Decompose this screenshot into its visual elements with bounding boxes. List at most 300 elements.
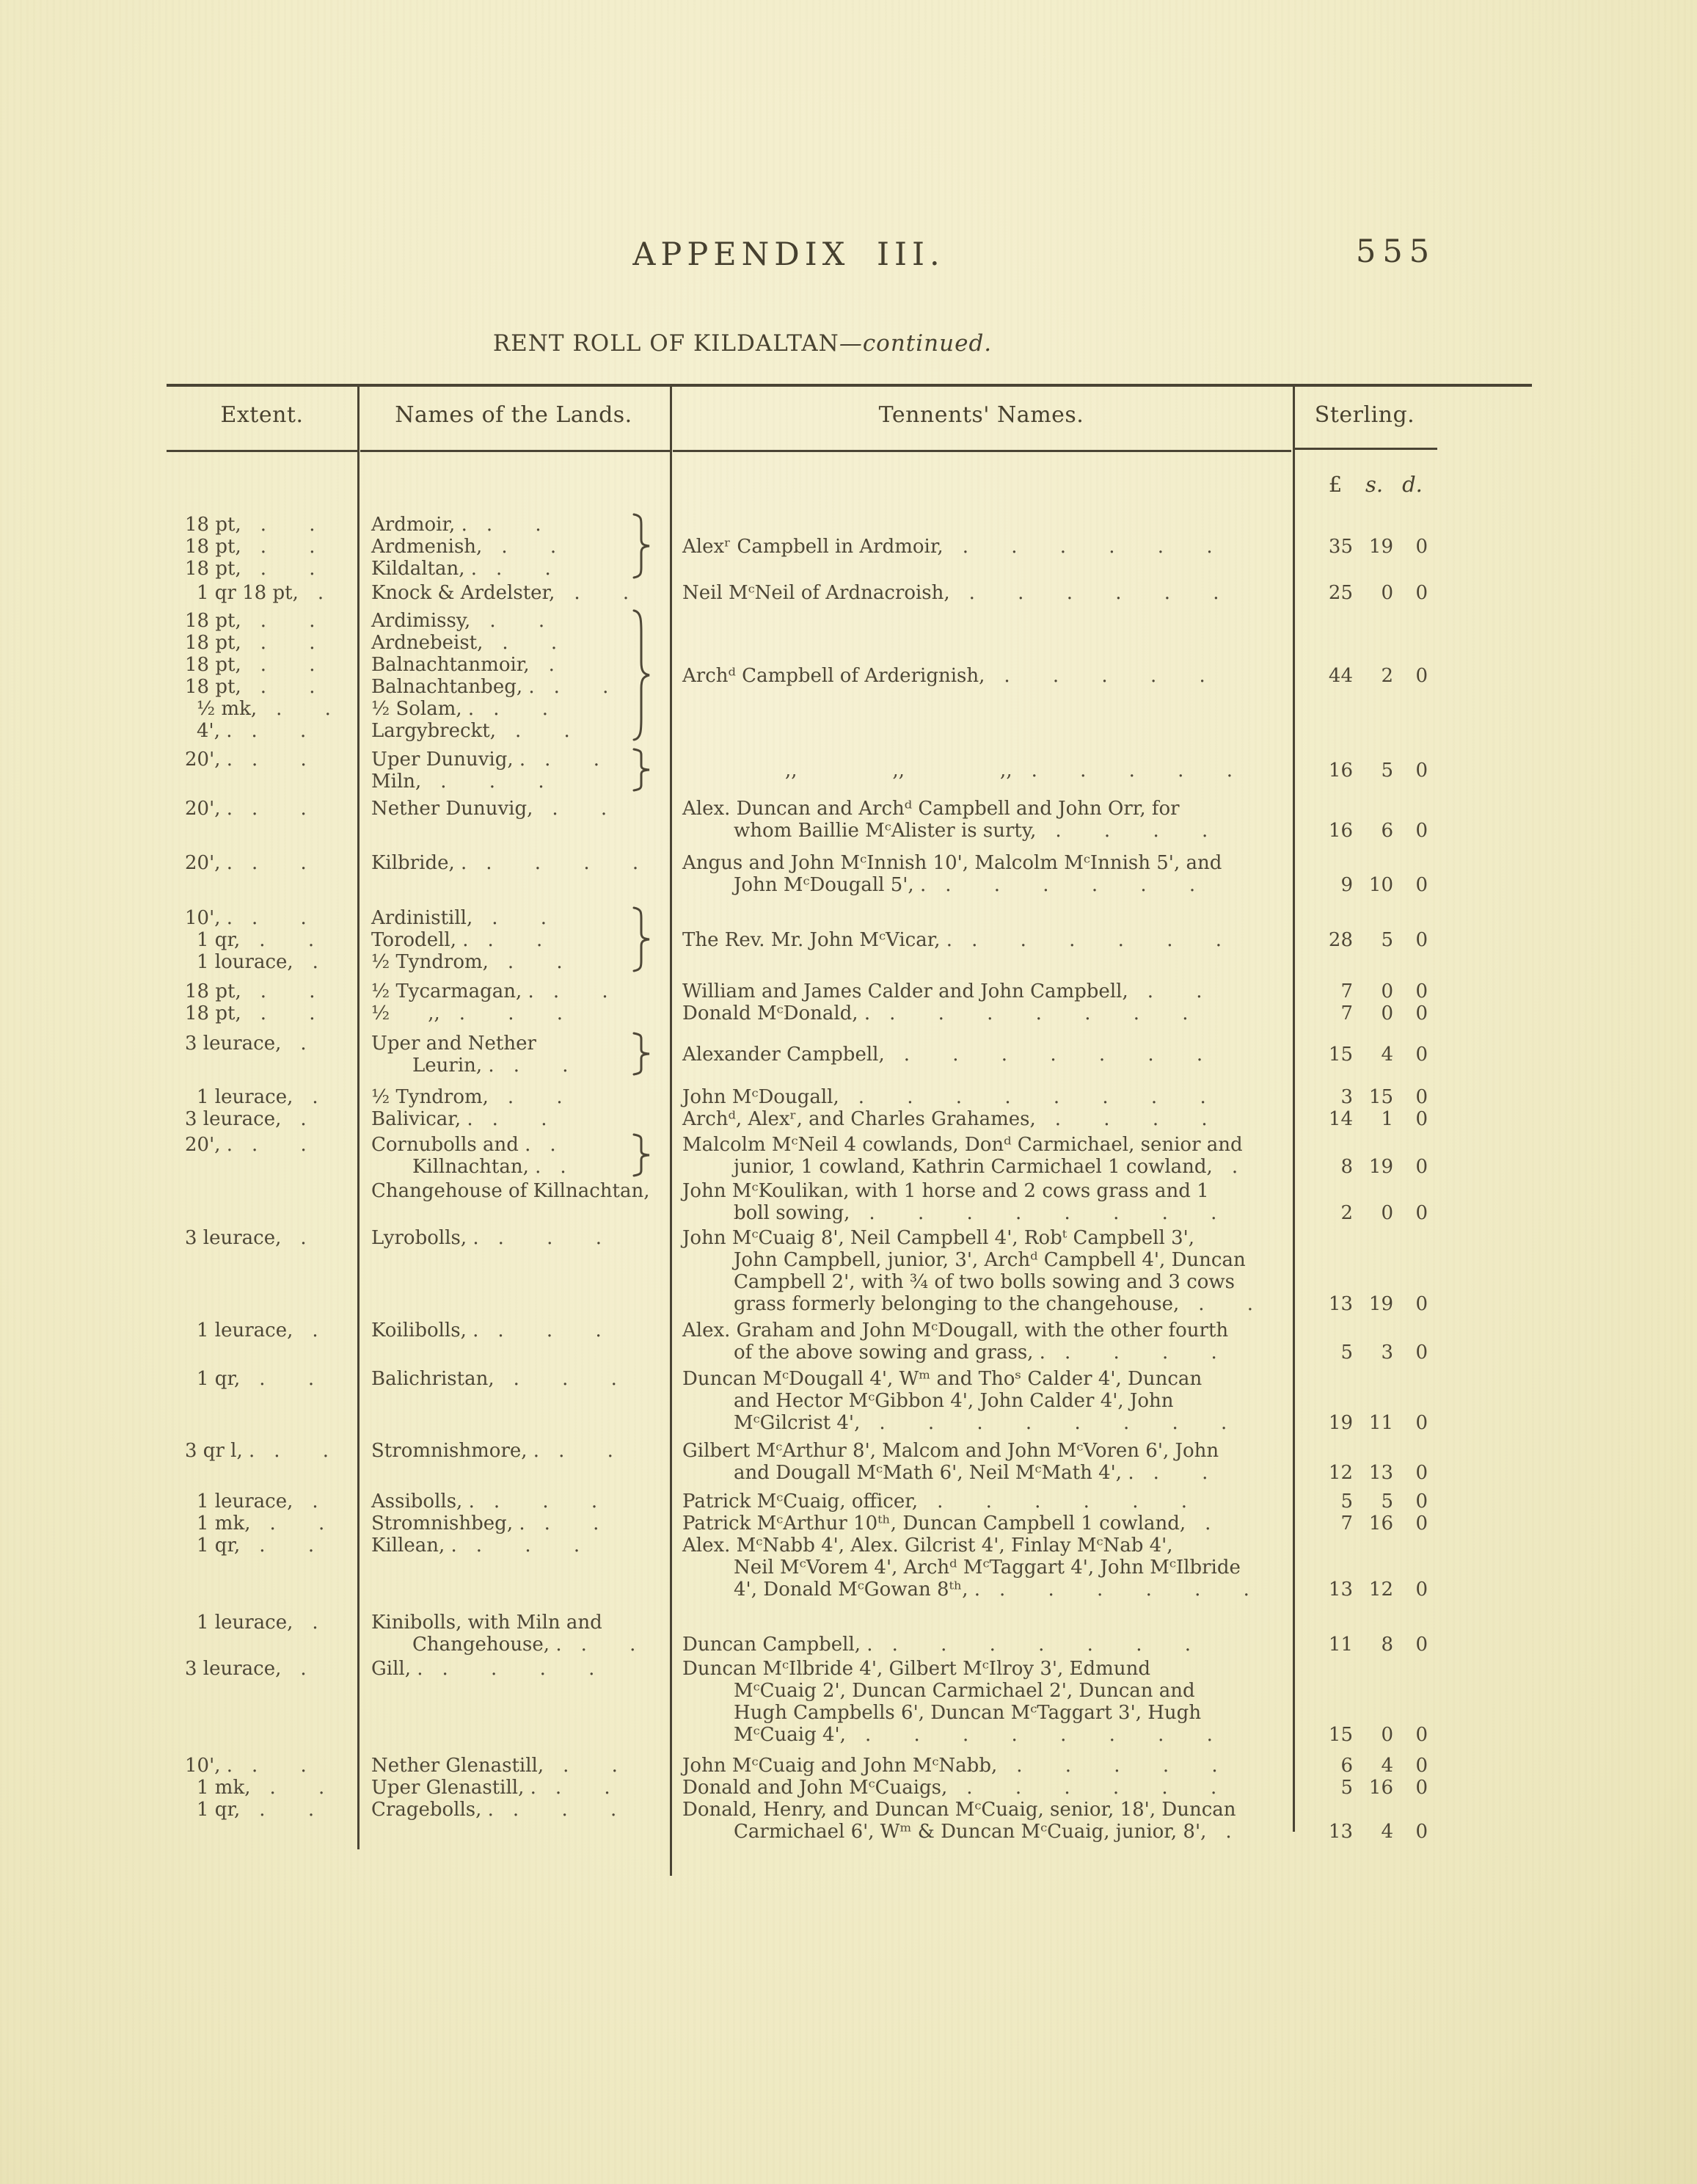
land-entry — [371, 654, 555, 676]
amount-shillings: 19 — [1368, 1293, 1393, 1315]
tenant-entry-text: Duncan MᶜDougall 4', Wᵐ and Thoˢ Calder 4', Duncan — [682, 1368, 1203, 1390]
header-underline-sterling — [1295, 448, 1437, 450]
leader-dots: . . — [259, 1368, 315, 1390]
extent-entry — [185, 1134, 307, 1156]
leader-dots: . . — [544, 1512, 599, 1535]
land-entry-text: Kinibolls, with Miln and — [371, 1611, 602, 1634]
extent-entry — [197, 1513, 324, 1535]
land-entry-text: Cornubolls and . — [371, 1133, 531, 1156]
leader-dots: . . . . — [442, 1657, 595, 1680]
land-entry-text: ½ Solam, . — [371, 697, 475, 720]
tenant-entry-text: Duncan Campbell, . — [682, 1633, 873, 1656]
extent-entry — [185, 610, 315, 632]
leader-dots: . . — [252, 1133, 307, 1156]
leader-dots: . . — [252, 748, 307, 771]
leader-dots: . . — [493, 697, 548, 720]
tenant-entry — [734, 1462, 1208, 1484]
tenant-entry — [682, 1777, 1216, 1799]
leader-dots: . . . . . . . — [889, 1002, 1189, 1024]
leader-dots: . . — [259, 1798, 315, 1821]
extent-entry — [185, 558, 315, 580]
amount-row — [1294, 1777, 1428, 1799]
land-entry — [371, 698, 548, 720]
amount-row — [1294, 1156, 1428, 1178]
land-entry — [371, 1440, 613, 1462]
land-entry-text: ½ Tyndrom, — [371, 1086, 489, 1108]
tenant-entry-text: junior, 1 cowland, Kathrin Carmichael 1 cowland, — [734, 1155, 1213, 1178]
amount-row — [1294, 1412, 1428, 1434]
table-caption — [493, 330, 992, 357]
land-entry — [371, 1490, 597, 1513]
land-entry — [371, 852, 638, 874]
extent-entry-text: 3 qr l, . — [185, 1439, 255, 1462]
land-entry-text: Ardnebeist, — [371, 631, 483, 654]
amount-shillings: 0 — [1381, 1723, 1393, 1746]
extent-entry-text: 1 leurace, — [197, 1611, 293, 1634]
leader-dots: . — [312, 1611, 318, 1634]
amount-row — [1294, 929, 1428, 951]
leader-dots: . . . . . — [1031, 759, 1233, 782]
leader-dots: . . . — [493, 1490, 598, 1513]
currency-header-shillings: s. — [1365, 472, 1384, 497]
tenant-entry — [682, 1634, 1191, 1656]
tenant-entry — [682, 536, 1213, 558]
leader-dots: . . . . . . — [966, 1776, 1217, 1799]
tenant-entry-text: Alex. MᶜNabb 4', Alex. Gilcrist 4', Finlay MᶜNab 4', — [682, 1534, 1173, 1557]
header-underline-lands — [360, 450, 670, 452]
leader-dots: . . . . . — [1004, 664, 1205, 687]
extent-entry — [185, 1033, 307, 1055]
grouping-brace — [629, 1032, 654, 1076]
extent-entry — [197, 1320, 318, 1342]
tenant-entry — [682, 1320, 1228, 1342]
extent-entry-text: 18 pt, — [185, 631, 241, 654]
leader-dots: . . — [552, 798, 607, 820]
amount-row — [1294, 1108, 1428, 1130]
leader-dots: . — [1231, 1155, 1238, 1178]
tenant-entry-text: Donald MᶜDonald, . — [682, 1002, 871, 1024]
leader-dots: . . . . . . — [999, 1578, 1249, 1601]
leader-dots: . . — [553, 675, 609, 698]
tenant-entry — [734, 1702, 1201, 1724]
tenant-entry-text: Malcolm MᶜNeil 4 cowlands, Donᵈ Carmichael, senior and — [682, 1133, 1243, 1156]
land-entry-text: Ardimissy, — [371, 609, 471, 632]
column-header-lands: Names of the Lands. — [395, 402, 632, 428]
leader-dots: . . — [1153, 1461, 1208, 1484]
amount-pounds: 28 — [1328, 928, 1353, 951]
amount-pounds: 5 — [1340, 1490, 1353, 1513]
amount-row — [1294, 1342, 1428, 1364]
tenant-entry-text: Campbell 2', with ¾ of two bolls sowing and 3 cows — [734, 1271, 1236, 1293]
tenant-entry — [734, 1579, 1249, 1601]
amount-pounds: 7 — [1340, 1512, 1353, 1535]
tenant-entry — [734, 1271, 1235, 1293]
extent-entry-text: 18 pt, — [185, 980, 241, 1002]
tenant-entry — [734, 820, 1208, 842]
leader-dots: . . — [489, 609, 545, 632]
amount-shillings: 10 — [1368, 873, 1393, 896]
tenant-entry — [682, 582, 1219, 604]
land-entry-text: Ardmoir, . — [371, 514, 467, 536]
leader-dots: . . — [260, 980, 315, 1002]
land-entry-text: Ardmenish, — [371, 536, 483, 558]
extent-entry-text: 20', . — [185, 851, 233, 874]
leader-dots: . . — [252, 906, 307, 929]
column-divider-extent — [357, 385, 360, 1849]
amount-row — [1294, 1579, 1428, 1601]
amount-pounds: 19 — [1328, 1412, 1353, 1434]
tenant-entry — [734, 1293, 1253, 1315]
extent-entry-text: 3 leurace, — [185, 1227, 282, 1249]
tenant-entry — [682, 1535, 1173, 1557]
tenant-entry — [682, 1227, 1194, 1249]
extent-entry — [197, 929, 314, 951]
extent-entry-text: 1 mk, — [197, 1776, 251, 1799]
leader-dots: . . — [259, 1534, 315, 1557]
land-entry — [371, 1777, 610, 1799]
tenant-entry-text: Duncan MᶜIlbride 4', Gilbert MᶜIlroy 3', Edmund — [682, 1657, 1150, 1680]
land-entry — [371, 1180, 649, 1202]
amount-shillings: 3 — [1381, 1342, 1393, 1364]
land-entry — [371, 1108, 547, 1130]
extent-entry — [197, 1777, 324, 1799]
leader-dots: . . . — [497, 1320, 602, 1342]
tenant-entry — [785, 760, 1233, 782]
land-entry-text: Balivicar, . — [371, 1108, 473, 1130]
amount-pounds: 12 — [1328, 1461, 1353, 1484]
tenant-entry — [682, 1002, 1189, 1024]
amount-row — [1294, 1293, 1428, 1315]
grouping-brace — [629, 1133, 654, 1177]
amount-shillings: 19 — [1368, 1155, 1393, 1178]
land-entry-text: Lyrobolls, . — [371, 1227, 479, 1249]
amount-pence: 0 — [1415, 1776, 1428, 1799]
land-entry-text: Knock & Ardelster, — [371, 582, 555, 604]
tenant-entry — [734, 1342, 1217, 1364]
amount-shillings: 13 — [1368, 1461, 1393, 1484]
amount-row — [1294, 1002, 1428, 1024]
leader-dots: . — [560, 1155, 566, 1178]
extent-entry — [197, 720, 306, 742]
extent-entry-text: 18 pt, — [185, 653, 241, 676]
amount-pounds: 13 — [1328, 1293, 1353, 1315]
amount-pence: 0 — [1415, 1578, 1428, 1601]
tenant-entry-text: John MᶜCuaig and John MᶜNabb, — [682, 1754, 998, 1777]
amount-row — [1294, 1755, 1428, 1777]
column-header-sterling: Sterling. — [1314, 402, 1415, 428]
extent-entry — [185, 632, 315, 654]
leader-dots: . . — [558, 1439, 613, 1462]
tenant-entry — [682, 798, 1180, 820]
land-entry-text: Nether Dunuvig, — [371, 798, 533, 820]
extent-entry — [185, 749, 307, 771]
leader-dots: . . — [274, 1439, 329, 1462]
tenant-entry-text: The Rev. Mr. John MᶜVicar, . — [682, 928, 953, 951]
land-entry-text: Changehouse, . — [412, 1633, 562, 1656]
amount-pence: 0 — [1415, 1820, 1428, 1843]
tenant-entry-text: Angus and John MᶜInnish 10', Malcolm MᶜInnish 5', and — [682, 851, 1222, 874]
leader-dots: . . — [259, 928, 315, 951]
land-entry — [371, 1799, 616, 1821]
land-entry — [371, 929, 542, 951]
tenant-entry-text: Alexander Campbell, — [682, 1043, 885, 1066]
tenant-entry-text: of the above sowing and grass, . — [734, 1342, 1045, 1364]
amount-pence: 0 — [1415, 1490, 1428, 1513]
column-header-extent: Extent. — [220, 402, 304, 428]
leader-dots: . . . . . . . . — [864, 1723, 1213, 1746]
leader-dots: . — [300, 1227, 307, 1249]
land-entry-text: Balichristan, — [371, 1368, 494, 1390]
tenant-entry — [682, 1044, 1203, 1066]
land-entry — [371, 1002, 563, 1024]
leader-dots: . — [312, 1320, 318, 1342]
amount-pounds: 5 — [1340, 1342, 1353, 1364]
land-entry-text: Cragebolls, . — [371, 1798, 494, 1821]
land-entry-text: Nether Glenastill, — [371, 1754, 544, 1777]
tenant-entry — [682, 929, 1222, 951]
tenant-entry-text: Carmichael 6', Wᵐ & Duncan MᶜCuaig, junior, 8', — [734, 1820, 1207, 1843]
tenant-entry — [682, 1368, 1202, 1390]
amount-pence: 0 — [1415, 928, 1428, 951]
tenant-entry-text: MᶜGilcrist 4', — [734, 1412, 861, 1434]
land-entry-text: Kilbride, . — [371, 851, 467, 874]
leader-dots: . . . — [459, 1002, 563, 1024]
amount-pounds: 11 — [1328, 1633, 1353, 1656]
land-entry-text: Miln, — [371, 770, 422, 793]
land-entry-text: Balnachtanbeg, . — [371, 675, 535, 698]
leader-dots: . . — [513, 1054, 569, 1077]
amount-row — [1294, 820, 1428, 842]
leader-dots: . . — [486, 514, 541, 536]
land-entry — [371, 1513, 599, 1535]
amount-row — [1294, 1462, 1428, 1484]
land-entry — [371, 632, 557, 654]
leader-dots: . — [300, 1032, 307, 1055]
extent-entry-text: 1 qr, — [197, 1368, 241, 1390]
land-entry-text: ½ Tyndrom, — [371, 950, 489, 973]
amount-shillings: 4 — [1381, 1820, 1393, 1843]
amount-shillings: 2 — [1381, 664, 1393, 687]
currency-header-pence: d. — [1402, 472, 1423, 497]
amount-shillings: 5 — [1381, 759, 1393, 782]
land-entry — [371, 514, 541, 536]
amount-pence: 0 — [1415, 1155, 1428, 1178]
amount-pounds: 7 — [1340, 1002, 1353, 1024]
tenant-entry-text: boll sowing, — [734, 1201, 850, 1224]
tenant-entry — [734, 1557, 1241, 1579]
extent-entry-text: 3 leurace, — [185, 1657, 282, 1680]
amount-row — [1294, 1086, 1428, 1108]
amount-pence: 0 — [1415, 820, 1428, 842]
tenant-entry-text: grass formerly belonging to the changehouse, — [734, 1293, 1180, 1315]
amount-shillings: 15 — [1368, 1086, 1393, 1108]
land-entry-text: Leurin, . — [412, 1054, 494, 1077]
extent-entry-text: 1 lourace, — [197, 950, 293, 973]
leader-dots: . . — [515, 719, 570, 742]
leader-dots: . — [312, 1490, 318, 1513]
extent-entry — [185, 907, 307, 929]
leader-dots: . . . — [475, 1534, 580, 1557]
leader-dots: . . . . . — [1016, 1754, 1218, 1777]
extent-entry-text: 20', . — [185, 1133, 233, 1156]
leader-dots: . . — [260, 514, 315, 536]
tenant-entry — [734, 874, 1195, 896]
land-entry — [371, 798, 607, 820]
tenant-entry — [734, 1156, 1238, 1178]
land-entry — [371, 907, 547, 929]
amount-row — [1294, 1513, 1428, 1535]
amount-pence: 0 — [1415, 1723, 1428, 1746]
extent-entry — [185, 1658, 307, 1680]
land-entry — [371, 1134, 556, 1156]
extent-entry-text: 18 pt, — [185, 675, 241, 698]
extent-entry — [185, 514, 315, 536]
extent-entry-text: 3 leurace, — [185, 1032, 282, 1055]
amount-pounds: 2 — [1340, 1201, 1353, 1224]
extent-entry — [185, 1440, 329, 1462]
leader-dots: . . — [260, 536, 315, 558]
extent-entry-text: 18 pt, — [185, 558, 241, 580]
amount-pence: 0 — [1415, 873, 1428, 896]
amount-pence: 0 — [1415, 1633, 1428, 1656]
leader-dots: . . — [1147, 980, 1203, 1002]
tenant-entry — [682, 852, 1222, 874]
amount-pounds: 15 — [1328, 1043, 1353, 1066]
column-header-tenants: Tennents' Names. — [878, 402, 1084, 428]
amount-shillings: 0 — [1381, 582, 1393, 604]
extent-entry — [185, 1227, 307, 1249]
leader-dots: . — [300, 1108, 307, 1130]
tenant-entry-text: Alexʳ Campbell in Ardmoir, — [682, 536, 944, 558]
tenant-entry-text: Hugh Campbells 6', Duncan MᶜTaggart 3', Hugh — [734, 1701, 1202, 1724]
land-entry-text: Uper and Nether — [371, 1032, 536, 1055]
tenant-entry-text: John MᶜDougall, — [682, 1086, 839, 1108]
amount-pounds: 16 — [1328, 759, 1353, 782]
tenant-entry-text: Archᵈ, Alexʳ, and Charles Grahames, — [682, 1108, 1036, 1130]
leader-dots: . . — [276, 697, 331, 720]
leader-dots: . . — [502, 631, 558, 654]
leader-dots: . . — [252, 851, 307, 874]
land-entry-text: Assibolls, . — [371, 1490, 475, 1513]
amount-shillings: 11 — [1368, 1412, 1393, 1434]
leader-dots: . . . — [497, 1227, 602, 1249]
tenant-entry-text: John MᶜDougall 5', . — [734, 873, 927, 896]
leader-dots: . . — [260, 609, 315, 632]
extent-entry-text: 10', . — [185, 1754, 233, 1777]
land-entry — [371, 771, 544, 793]
amount-row — [1294, 1724, 1428, 1746]
leader-dots: . . — [251, 719, 307, 742]
extent-entry — [197, 1490, 318, 1513]
amount-shillings: 4 — [1381, 1043, 1393, 1066]
amount-pence: 0 — [1415, 759, 1428, 782]
amount-pounds: 6 — [1340, 1754, 1353, 1777]
land-entry — [371, 1320, 602, 1342]
leader-dots: . . — [260, 1002, 315, 1024]
land-entry-text: Kildaltan, . — [371, 558, 478, 580]
tenant-entry-text: Donald and John MᶜCuaigs, — [682, 1776, 948, 1799]
extent-entry-text: 18 pt, — [185, 536, 241, 558]
amount-pounds: 14 — [1328, 1108, 1353, 1130]
leader-dots: . . . . . . . . — [858, 1086, 1206, 1108]
tenant-entry — [682, 1799, 1236, 1821]
amount-pence: 0 — [1415, 1002, 1428, 1024]
tenant-entry — [682, 1180, 1209, 1202]
leader-dots: . . . — [512, 1798, 617, 1821]
amount-pounds: 5 — [1340, 1776, 1353, 1799]
leader-dots: . . — [580, 1633, 636, 1656]
tenant-entry-text: and Hector MᶜGibbon 4', John Calder 4', John — [734, 1390, 1174, 1412]
leader-dots: . . — [544, 748, 599, 771]
caption-main: RENT ROLL OF KILDALTAN — [492, 330, 839, 357]
tenant-entry — [682, 1134, 1243, 1156]
leader-dots: . . — [552, 980, 608, 1002]
extent-entry-text: 1 qr, — [197, 928, 241, 951]
land-entry-text: Uper Dunuvig, . — [371, 748, 526, 771]
amount-pence: 0 — [1415, 1086, 1428, 1108]
extent-entry — [185, 798, 307, 820]
extent-entry — [185, 980, 315, 1002]
amount-row — [1294, 760, 1428, 782]
page-number: 555 — [1356, 233, 1437, 270]
tenant-entry-text: John MᶜKoulikan, with 1 horse and 2 cows grass and 1 — [682, 1179, 1209, 1202]
amount-pounds: 13 — [1328, 1820, 1353, 1843]
extent-entry-text: 20', . — [185, 798, 233, 820]
tenant-entry-text: Neil MᶜNeil of Ardnacroish, — [682, 582, 950, 604]
header-underline-extent — [167, 450, 357, 452]
leader-dots: . . . — [440, 770, 544, 793]
amount-row — [1294, 665, 1428, 687]
leader-dots: . . — [252, 798, 307, 820]
amount-pence: 0 — [1415, 1754, 1428, 1777]
grouping-brace — [629, 748, 654, 792]
extent-entry-text: 20', . — [185, 748, 233, 771]
land-entry-text: Uper Glenastill, . — [371, 1776, 536, 1799]
extent-entry-text: 4', . — [197, 719, 233, 742]
amount-shillings: 0 — [1381, 1201, 1393, 1224]
tenant-entry-text: William and James Calder and John Campbell, — [682, 980, 1128, 1002]
amount-pence: 0 — [1415, 1108, 1428, 1130]
amount-shillings: 16 — [1368, 1776, 1393, 1799]
land-entry-text: ½ ,, — [371, 1002, 440, 1024]
tenant-entry — [682, 1755, 1218, 1777]
leader-dots: . — [1205, 1512, 1211, 1535]
amount-pence: 0 — [1415, 1342, 1428, 1364]
land-entry-text: Stromnishbeg, . — [371, 1512, 525, 1535]
amount-pounds: 16 — [1328, 820, 1353, 842]
amount-shillings: 6 — [1381, 820, 1393, 842]
extent-entry — [197, 1612, 318, 1634]
leader-dots: . . — [260, 558, 315, 580]
extent-entry-text: 1 leurace, — [197, 1320, 293, 1342]
tenant-entry-text: John MᶜCuaig 8', Neil Campbell 4', Robᵗ Campbell 3', — [682, 1227, 1195, 1249]
amount-shillings: 5 — [1381, 1490, 1393, 1513]
land-entry — [371, 536, 556, 558]
amount-pence: 0 — [1415, 980, 1428, 1002]
leader-dots: . . — [507, 1086, 563, 1108]
land-entry — [371, 1612, 602, 1634]
tenant-entry — [734, 1724, 1213, 1746]
land-entry — [371, 720, 570, 742]
tenant-entry — [682, 1490, 1187, 1513]
extent-entry — [185, 1108, 307, 1130]
land-entry-text: Stromnishmore, . — [371, 1439, 540, 1462]
leader-dots: . . — [492, 906, 547, 929]
tenant-entry — [734, 1680, 1195, 1702]
extent-entry-text: 1 leurace, — [197, 1490, 293, 1513]
land-entry — [371, 1033, 536, 1055]
land-entry — [371, 582, 629, 604]
